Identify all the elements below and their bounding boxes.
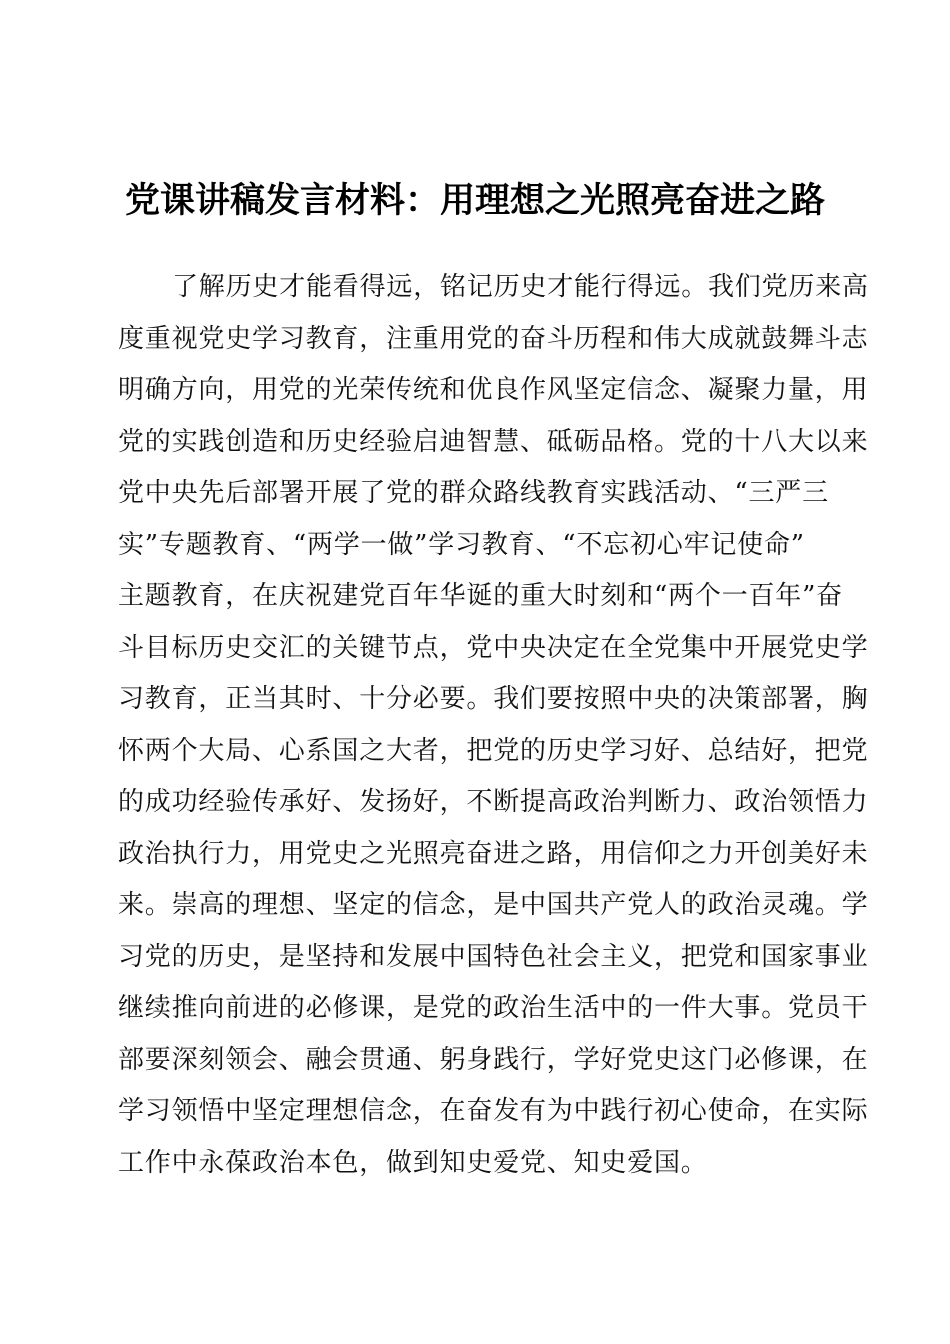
paragraph-line: 习党的历史，是坚持和发展中国特色社会主义，把党和国家事业 (118, 941, 869, 972)
paragraph-line: 工作中永葆政治本色，做到知史爱党、知史爱国。 (118, 1147, 708, 1178)
paragraph-line: 习教育，正当其时、十分必要。我们要按照中央的决策部署，胸 (118, 684, 869, 714)
paragraph-line: 继续推向前进的必修课，是党的政治生活中的一件大事。党员干 (118, 993, 869, 1023)
paragraph-line: 斗目标历史交汇的关键节点，党中央决定在全党集中开展党史学 (118, 632, 869, 663)
paragraph-line: 主题教育，在庆祝建党百年华诞的重大时刻和“两个一百年”奋 (118, 581, 843, 611)
paragraph-line: 度重视党史学习教育，注重用党的奋斗历程和伟大成就鼓舞斗志 (118, 323, 869, 354)
paragraph-line: 实”专题教育、“两学一做”学习教育、“不忘初心牢记使命” (118, 529, 805, 560)
document-body-paragraph (118, 262, 869, 1189)
paragraph-line: 怀两个大局、心系国之大者，把党的历史学习好、总结好，把党 (118, 735, 869, 766)
paragraph-line: 的成功经验传承好、发扬好，不断提高政治判断力、政治领悟力 (118, 787, 869, 817)
paragraph-line: 部要深刻领会、融会贯通、躬身践行，学好党史这门必修课，在 (118, 1044, 869, 1075)
paragraph-line: 党中央先后部署开展了党的群众路线教育实践活动、“三严三 (118, 478, 829, 508)
paragraph-line: 政治执行力，用党史之光照亮奋进之路，用信仰之力开创美好未 (118, 838, 869, 869)
paragraph-line: 学习领悟中坚定理想信念，在奋发有为中践行初心使命，在实际 (118, 1096, 869, 1126)
paragraph-line: 党的实践创造和历史经验启迪智慧、砥砺品格。党的十八大以来 (118, 426, 869, 457)
document-title: 党课讲稿发言材料：用理想之光照亮奋进之路 (124, 181, 825, 221)
paragraph-line: 明确方向，用党的光荣传统和优良作风坚定信念、凝聚力量，用 (118, 375, 869, 405)
paragraph-line: 了解历史才能看得远，铭记历史才能行得远。我们党历来高 (172, 272, 869, 302)
paragraph-line: 来。崇高的理想、坚定的信念，是中国共产党人的政治灵魂。学 (118, 890, 869, 920)
